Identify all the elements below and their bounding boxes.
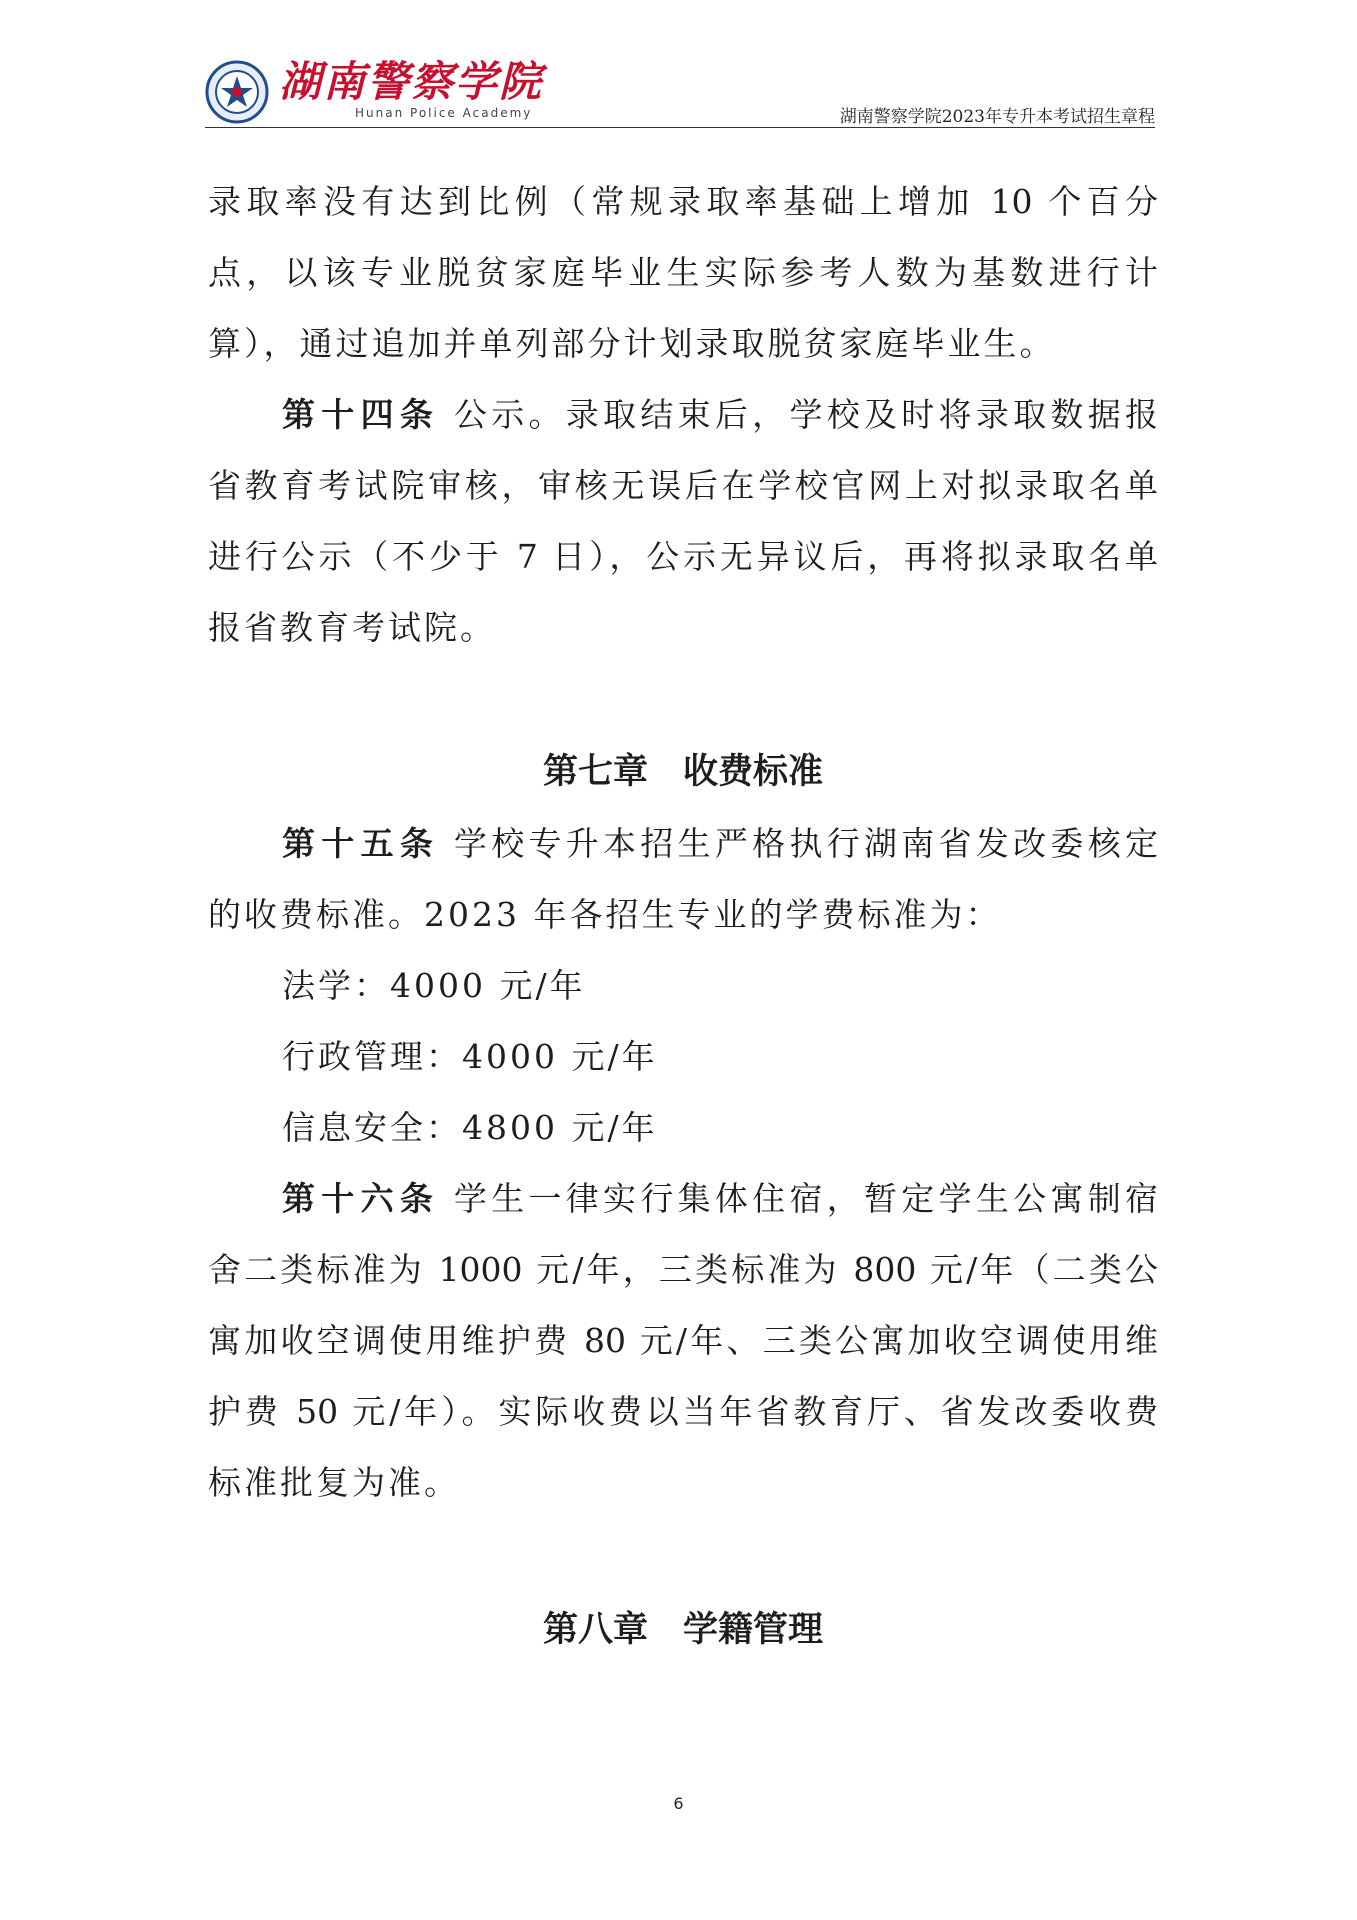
article-15-first-line [208,822,1158,866]
header-divider [205,127,1155,128]
academy-logo-text: 湖南警察学院 [279,57,544,106]
page-number: 6 [673,1794,684,1813]
academy-logo-english: Hunan Police Academy [355,106,533,120]
paragraph-line: 点，以该专业脱贫家庭毕业生实际参考人数为基数进行计 [208,253,1158,292]
paragraph-line: 寓加收空调使用维护费 80 元/年、三类公寓加收空调使用维 [208,1321,1158,1360]
paragraph-line: 护费 50 元/年）。实际收费以当年省教育厅、省发改委收费 [208,1392,1158,1431]
article-16-text: 学生一律实行集体住宿，暂定学生公寓制宿 [439,1179,1158,1218]
paragraph-line: 进行公示（不少于 7 日），公示无异议后，再将拟录取名单 [208,537,1158,576]
paragraph-line: 的收费标准。2023 年各招生专业的学费标准为： [208,895,1002,934]
article-14-first-line [208,393,1158,437]
paragraph-line: 舍二类标准为 1000 元/年，三类标准为 800 元/年（二类公 [208,1250,1158,1289]
fee-item-infosec: 信息安全：4800 元/年 [282,1108,658,1147]
chapter-7-heading: 第七章 收费标准 [542,752,823,792]
paragraph-line: 标准批复为准。 [208,1463,460,1502]
article-16-label: 第十六条 [282,1179,440,1218]
fee-item-law: 法学：4000 元/年 [282,966,586,1005]
article-16-first-line [208,1177,1158,1221]
paragraph-line: 省教育考试院审核，审核无误后在学校官网上对拟录取名单 [208,466,1158,505]
article-14-label: 第十四条 [282,395,440,434]
chapter-8-heading: 第八章 学籍管理 [542,1610,823,1650]
page-header [205,48,1155,128]
fee-item-admin: 行政管理：4000 元/年 [282,1037,658,1076]
article-15-text: 学校专升本招生严格执行湖南省发改委核定 [439,824,1158,863]
document-header-title: 湖南警察学院2023年专升本考试招生章程 [839,107,1155,127]
paragraph-line: 报省教育考试院。 [208,608,496,647]
article-15-label: 第十五条 [282,824,440,863]
paragraph-line: 录取率没有达到比例（常规录取率基础上增加 10 个百分 [208,182,1158,221]
academy-emblem-icon [205,60,269,124]
article-14-text: 公示。录取结束后，学校及时将录取数据报 [439,395,1158,434]
paragraph-line: 算），通过追加并单列部分计划录取脱贫家庭毕业生。 [208,324,1056,363]
